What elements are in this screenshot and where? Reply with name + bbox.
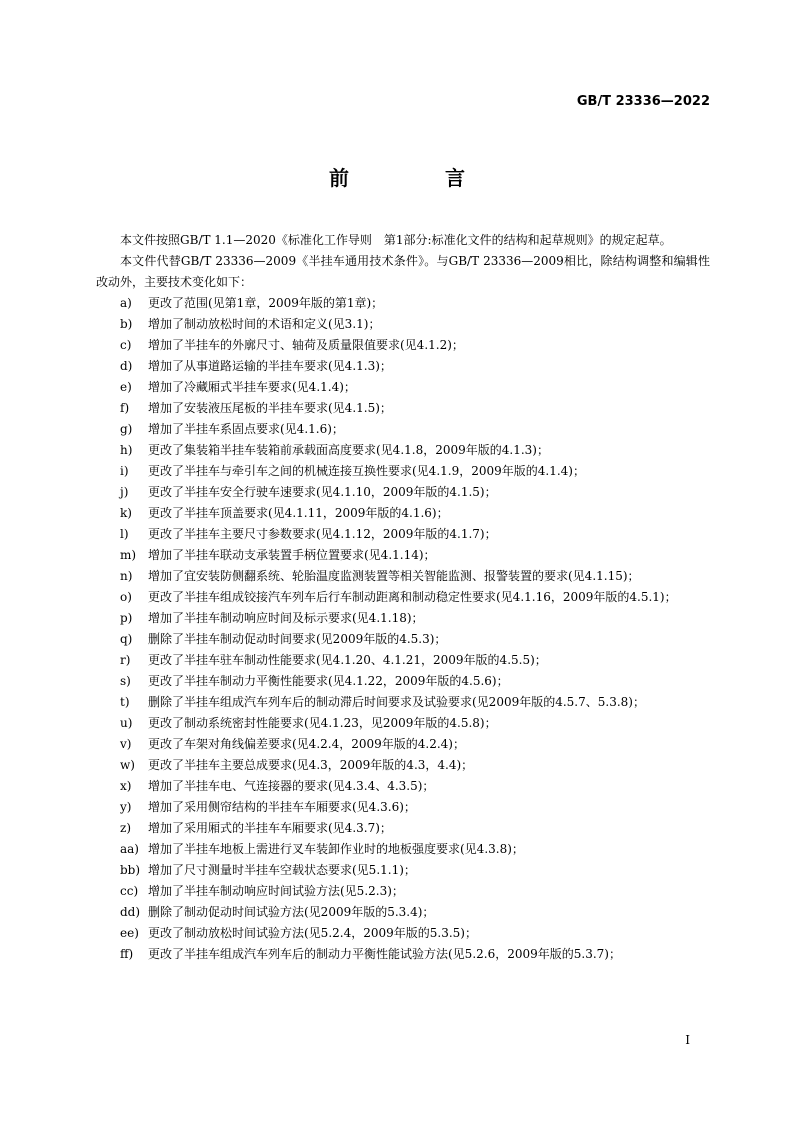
list-item-text: 增加了采用侧帘结构的半挂车车厢要求(见4.3.6)；: [148, 800, 416, 814]
paragraph: 本文件代替GB/T 23336—2009《半挂车通用技术条件》。与GB/T 23336—2009相比，除结构调整和编辑性改动外，主要技术变化如下：: [96, 254, 710, 289]
list-item-marker: b): [120, 317, 133, 331]
list-item: [96, 776, 710, 797]
list-item-text: 更改了半挂车组成铰接汽车列车后行车制动距离和制动稳定性要求(见4.1.16，2009年版的4.5.1)；: [148, 590, 677, 604]
page-number: I: [685, 1033, 690, 1047]
list-item: [96, 692, 710, 713]
list-item-marker: z): [120, 821, 132, 835]
foreword-body: [96, 230, 710, 965]
list-item: [96, 860, 710, 881]
list-item-marker: h): [120, 443, 133, 457]
list-item-text: 增加了制动放松时间的术语和定义(见3.1)；: [148, 317, 381, 331]
list-item-marker: u): [120, 716, 133, 730]
list-item-marker: e): [120, 380, 132, 394]
list-item-text: 增加了宜安装防侧翻系统、轮胎温度监测装置等相关智能监测、报警装置的要求(见4.1.15)；: [148, 569, 640, 583]
list-item-marker: x): [120, 779, 132, 793]
list-item-marker: v): [120, 737, 132, 751]
list-item-text: 更改了半挂车组成汽车列车后的制动力平衡性能试验方法(见5.2.6，2009年版的5.3.7)；: [148, 947, 621, 961]
list-item-text: 增加了半挂车联动支承装置手柄位置要求(见4.1.14)；: [148, 548, 436, 562]
list-item-text: 更改了半挂车制动力平衡性能要求(见4.1.22，2009年版的4.5.6)；: [148, 674, 509, 688]
list-item-marker: q): [120, 632, 133, 646]
list-item-marker: cc): [120, 884, 139, 898]
list-item: [96, 797, 710, 818]
list-item-text: 增加了半挂车制动响应时间及标示要求(见4.1.18)；: [148, 611, 424, 625]
list-item-marker: c): [120, 338, 132, 352]
list-item: [96, 818, 710, 839]
list-item-text: 增加了半挂车系固点要求(见4.1.6)；: [148, 422, 344, 436]
list-item-text: 删除了半挂车组成汽车列车后的制动滞后时间要求及试验要求(见2009年版的4.5.7、5.3.8)；: [148, 695, 645, 709]
list-item: [96, 419, 710, 440]
list-item: [96, 902, 710, 923]
list-item: [96, 314, 710, 335]
list-item: [96, 335, 710, 356]
list-item: [96, 524, 710, 545]
list-item-marker: i): [120, 464, 129, 478]
list-item-marker: t): [120, 695, 130, 709]
list-item: [96, 713, 710, 734]
list-item-text: 更改了半挂车主要总成要求(见4.3，2009年版的4.3，4.4)；: [148, 758, 474, 772]
list-item: [96, 377, 710, 398]
list-item: [96, 608, 710, 629]
list-item-text: 更改了半挂车安全行驶车速要求(见4.1.10，2009年版的4.1.5)；: [148, 485, 497, 499]
list-item-marker: o): [120, 590, 132, 604]
list-item: [96, 944, 710, 965]
list-item-marker: ee): [120, 926, 139, 940]
list-item: [96, 293, 710, 314]
list-item-marker: j): [120, 485, 129, 499]
list-item-marker: p): [120, 611, 133, 625]
list-item-text: 增加了采用厢式的半挂车车厢要求(见4.3.7)；: [148, 821, 392, 835]
list-item-marker: m): [120, 548, 137, 562]
page-title: 前 言: [329, 166, 503, 190]
list-item: [96, 671, 710, 692]
list-item-text: 增加了冷藏厢式半挂车要求(见4.1.4)；: [148, 380, 356, 394]
list-item-marker: w): [120, 758, 135, 772]
list-item-marker: n): [120, 569, 133, 583]
list-item-text: 增加了半挂车制动响应时间试验方法(见5.2.3)；: [148, 884, 404, 898]
list-item: [96, 755, 710, 776]
standard-code: GB/T 23336—2022: [576, 94, 710, 109]
paragraph: 本文件按照GB/T 1.1—2020《标准化工作导则 第1部分:标准化文件的结构和起草规则》的规定起草。: [120, 233, 672, 247]
list-item-marker: g): [120, 422, 133, 436]
list-item-text: 更改了范围(见第1章，2009年版的第1章)；: [148, 296, 384, 310]
list-item-text: 增加了尺寸测量时半挂车空载状态要求(见5.1.1)；: [148, 863, 416, 877]
list-item: [96, 881, 710, 902]
list-item: [96, 839, 710, 860]
list-item: [96, 482, 710, 503]
list-item: [96, 629, 710, 650]
list-item-marker: s): [120, 674, 131, 688]
list-item-marker: a): [120, 296, 132, 310]
list-item: [96, 461, 710, 482]
list-item-marker: dd): [120, 905, 141, 919]
list-item-text: 增加了半挂车地板上需进行叉车装卸作业时的地板强度要求(见4.3.8)；: [148, 842, 524, 856]
list-item: [96, 440, 710, 461]
list-item-text: 删除了制动促动时间试验方法(见2009年版的5.3.4)；: [148, 905, 435, 919]
list-item: [96, 734, 710, 755]
list-item-text: 更改了集装箱半挂车装箱前承载面高度要求(见4.1.8，2009年版的4.1.3)；: [148, 443, 549, 457]
change-list: [96, 293, 710, 965]
list-item: [96, 356, 710, 377]
list-item: [96, 545, 710, 566]
list-item: [96, 650, 710, 671]
list-item: [96, 587, 710, 608]
list-item-text: 删除了半挂车制动促动时间要求(见2009年版的4.5.3)；: [148, 632, 447, 646]
list-item-text: 增加了从事道路运输的半挂车要求(见4.1.3)；: [148, 359, 392, 373]
list-item-text: 更改了半挂车顶盖要求(见4.1.11，2009年版的4.1.6)；: [148, 506, 449, 520]
list-item: [96, 398, 710, 419]
list-item: [96, 503, 710, 524]
list-item-text: 增加了安装液压尾板的半挂车要求(见4.1.5)；: [148, 401, 392, 415]
list-item-marker: k): [120, 506, 132, 520]
list-item-text: 更改了制动放松时间试验方法(见5.2.4，2009年版的5.3.5)；: [148, 926, 477, 940]
list-item-marker: aa): [120, 842, 139, 856]
list-item-text: 更改了制动系统密封性能要求(见4.1.23，见2009年版的4.5.8)；: [148, 716, 497, 730]
list-item-text: 更改了半挂车驻车制动性能要求(见4.1.20、4.1.21，2009年版的4.5.5)；: [148, 653, 547, 667]
list-item-marker: ff): [120, 947, 134, 961]
list-item-marker: r): [120, 653, 131, 667]
list-item: [96, 923, 710, 944]
list-item-text: 更改了半挂车主要尺寸参数要求(见4.1.12，2009年版的4.1.7)；: [148, 527, 497, 541]
list-item-text: 更改了半挂车与牵引车之间的机械连接互换性要求(见4.1.9，2009年版的4.1.4)；: [148, 464, 585, 478]
list-item-marker: bb): [120, 863, 141, 877]
list-item-marker: y): [120, 800, 132, 814]
list-item-marker: d): [120, 359, 133, 373]
list-item-marker: f): [120, 401, 130, 415]
list-item-marker: l): [120, 527, 129, 541]
list-item-text: 增加了半挂车电、气连接器的要求(见4.3.4、4.3.5)；: [148, 779, 435, 793]
list-item-text: 更改了车架对角线偏差要求(见4.2.4，2009年版的4.2.4)；: [148, 737, 465, 751]
list-item: [96, 566, 710, 587]
list-item-text: 增加了半挂车的外廓尺寸、轴荷及质量限值要求(见4.1.2)；: [148, 338, 464, 352]
